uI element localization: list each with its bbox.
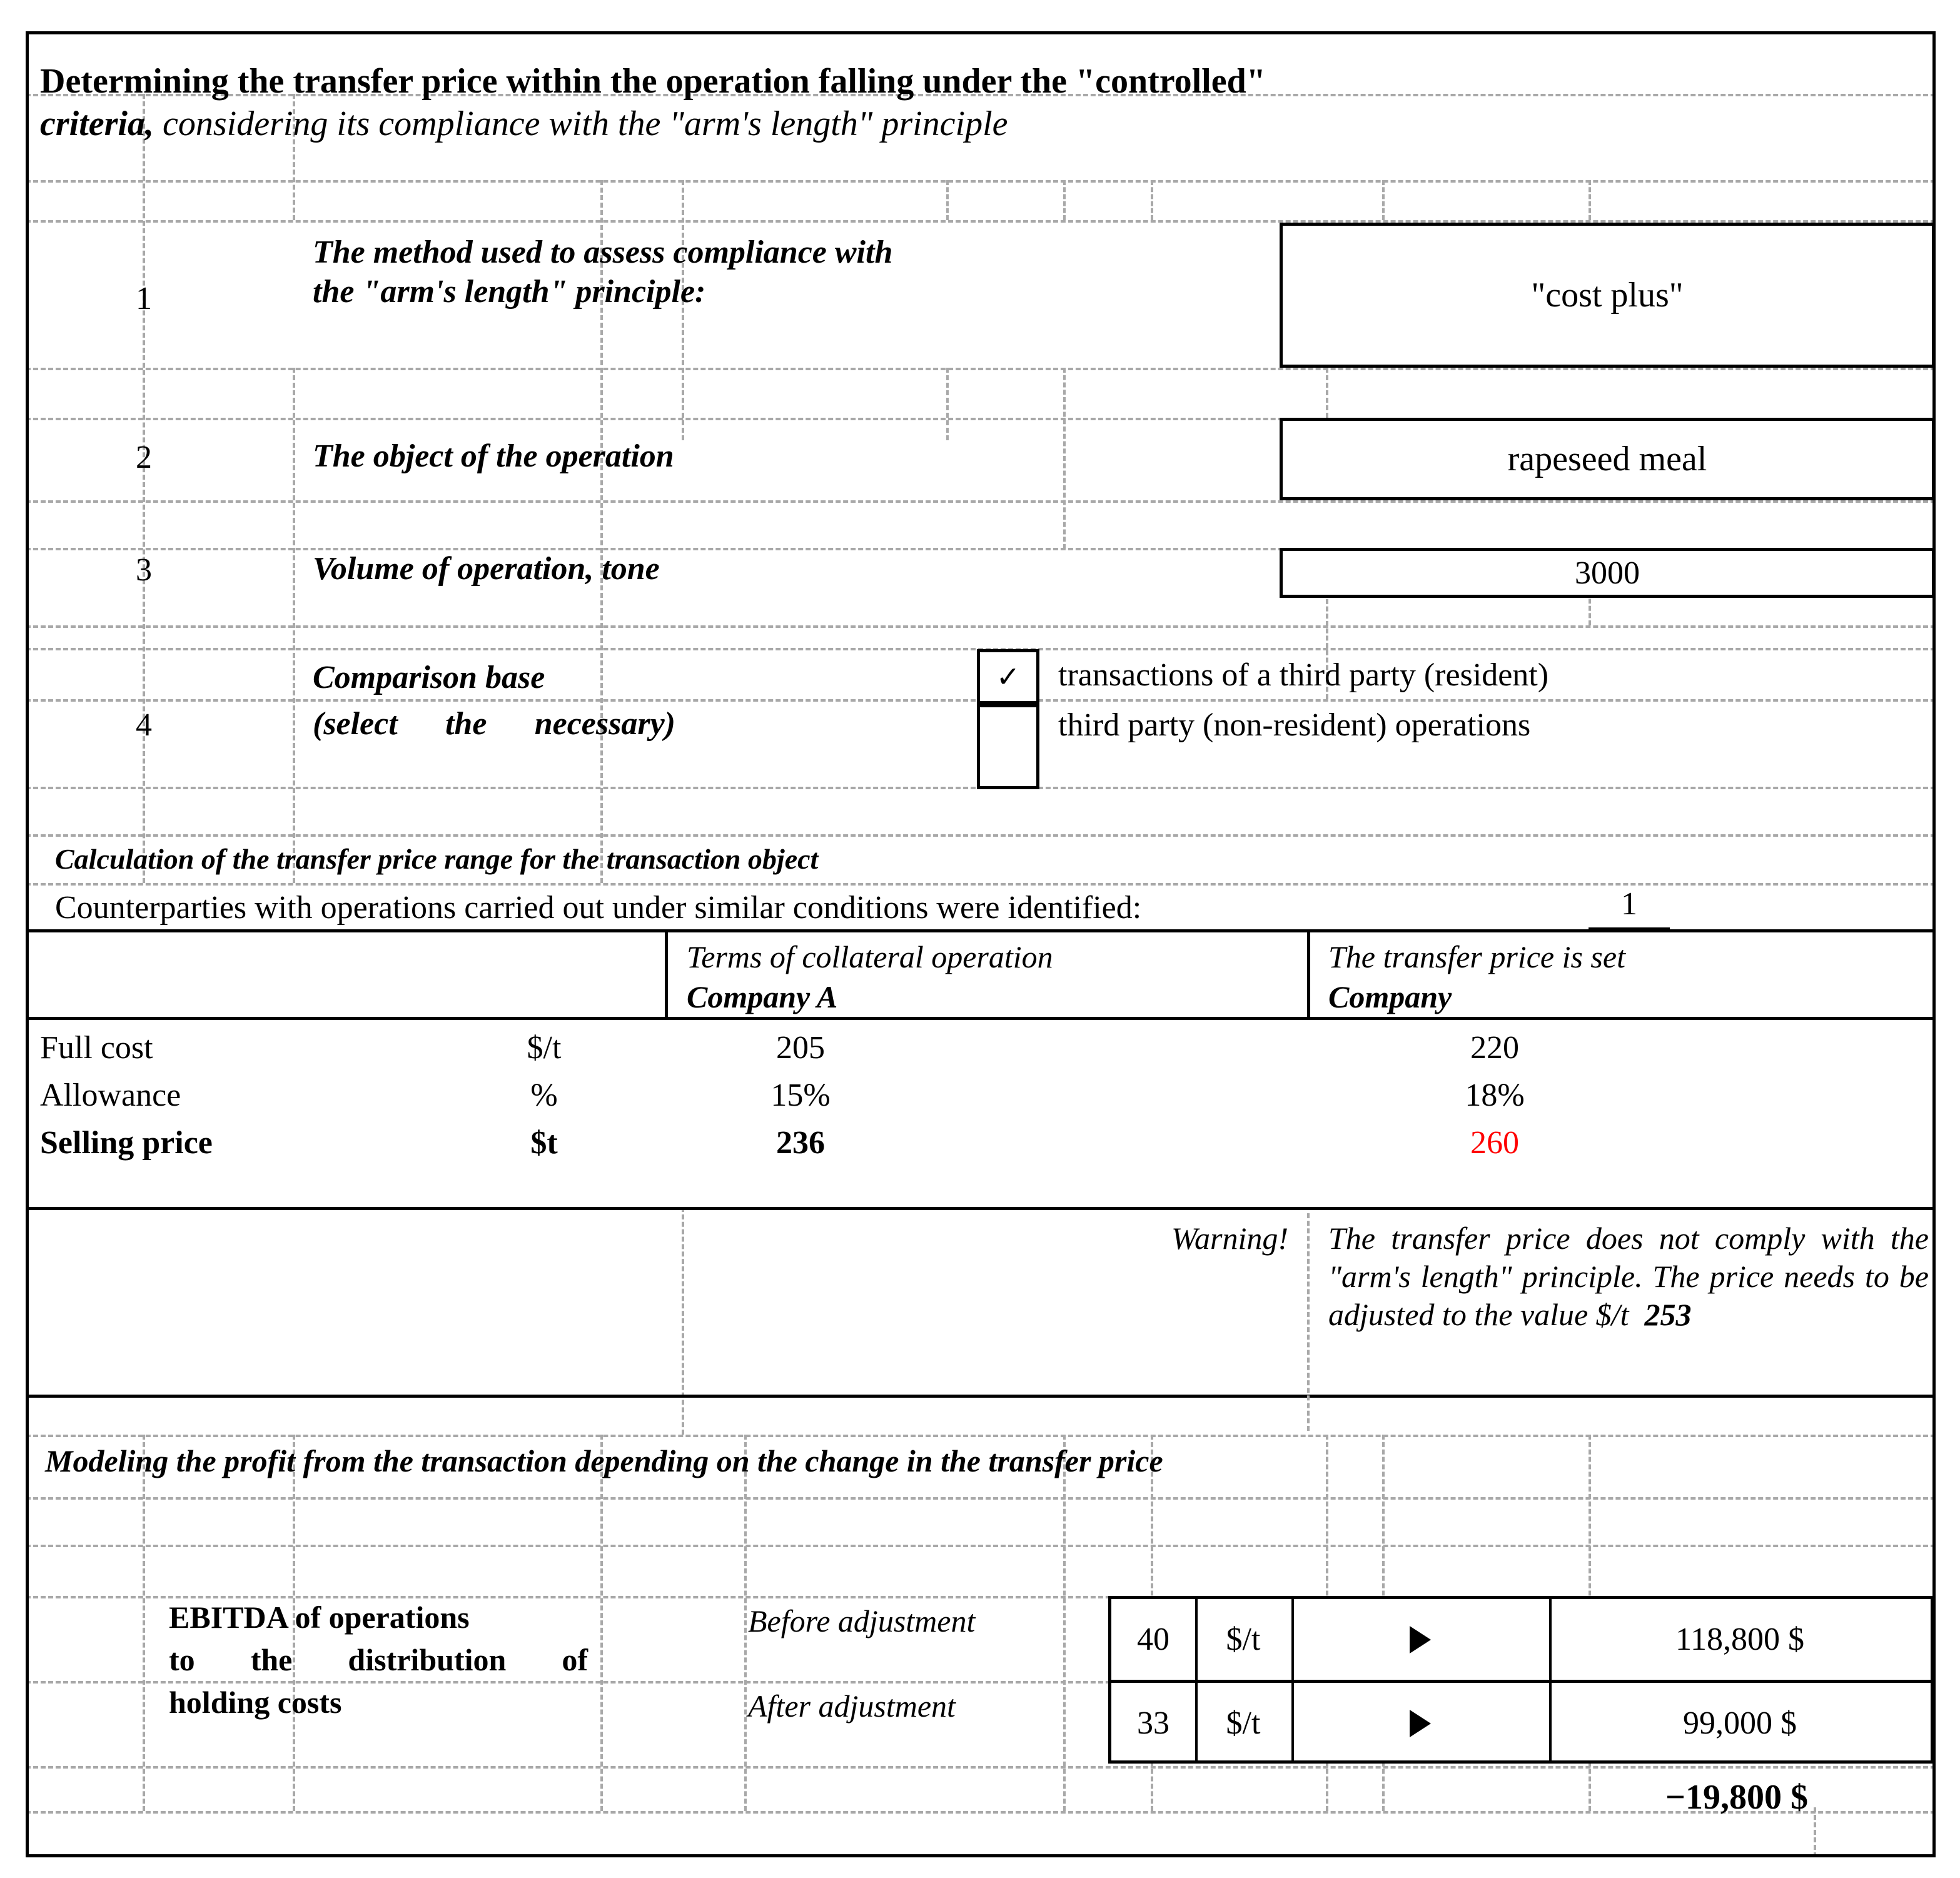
warning-message: The transfer price does not comply with the "arm's length" principle. The price needs to be adjusted to the value $/t — [1328, 1221, 1929, 1332]
col-a-header-line2: Company A — [687, 979, 838, 1014]
table-row-1-company-b: 18% — [1465, 1078, 1525, 1113]
table-divider-left — [665, 929, 668, 1017]
ebitda-label-line3: holding costs — [169, 1685, 342, 1720]
criteria-row-label-4-line2: (select the necessary) — [313, 706, 675, 742]
criteria-row-number-4: 4 — [136, 707, 152, 743]
checkbox-option-2-label[interactable]: third party (non-resident) operations — [1058, 707, 1531, 743]
warning-text — [1328, 1219, 1929, 1334]
criteria-row-number-1: 1 — [136, 281, 152, 316]
title-line2-italic: considering its compliance with the "arm's length" principle — [153, 104, 1008, 144]
ebitda-label-line2: to the distribution of — [169, 1642, 588, 1677]
table-rule-warning-bottom — [26, 1395, 1936, 1398]
table-rule-top — [26, 929, 1936, 932]
ebitda-row-1-per-tonne: 33 — [1137, 1705, 1169, 1741]
check-icon: ✓ — [996, 661, 1021, 693]
warning-adjusted-value: 253 — [1644, 1297, 1692, 1332]
warning-label: Warning! — [1171, 1221, 1288, 1256]
volume-value: 3000 — [1575, 555, 1640, 591]
ebitda-label-line1: EBITDA of operations — [169, 1600, 470, 1635]
table-row-0-unit: $/t — [527, 1030, 562, 1066]
checkbox-option-2[interactable] — [977, 704, 1039, 789]
criteria-row-label-1: The method used to assess compliance with the "arm's length" principle: — [313, 235, 893, 310]
table-row-1-name: Allowance — [40, 1078, 181, 1113]
col-b-header-line1: The transfer price is set — [1328, 939, 1625, 974]
modeling-row-0-stage: Before adjustment — [748, 1603, 976, 1638]
counterparties-text: Counterparties with operations carried out under similar conditions were identified: — [55, 890, 1142, 926]
table-rule-body-bottom — [26, 1207, 1936, 1210]
ebitda-row-1-unit: $/t — [1226, 1705, 1261, 1741]
table-row-2-company-b: 260 — [1470, 1125, 1519, 1161]
volume-value-box[interactable] — [1280, 548, 1935, 598]
object-value: rapeseed meal — [1507, 440, 1707, 478]
ebitda-difference: −19,800 $ — [1665, 1778, 1808, 1817]
table-row-2-name: Selling price — [40, 1125, 213, 1161]
method-value: "cost plus" — [1531, 276, 1684, 315]
checkbox-option-1[interactable] — [977, 649, 1039, 704]
table-divider-right — [1307, 929, 1310, 1017]
triangle-right-icon — [1291, 1599, 1549, 1680]
table-row-2-company-a: 236 — [776, 1125, 825, 1161]
grid-line-v — [1307, 1213, 1310, 1431]
col-b-header-line2: Company — [1328, 979, 1452, 1014]
page-title — [40, 60, 1291, 146]
ebitda-row-0-per-tonne: 40 — [1137, 1622, 1169, 1657]
table-row-1-unit: % — [530, 1078, 558, 1113]
ebitda-table — [1108, 1596, 1934, 1764]
col-a-header-line1: Terms of collateral operation — [687, 939, 1053, 974]
ebitda-row-1-total: 99,000 $ — [1683, 1705, 1797, 1741]
table-row-0-company-b: 220 — [1470, 1030, 1519, 1066]
table-row-2-unit: $t — [530, 1125, 558, 1161]
modeling-section-title: Modeling the profit from the transaction depending on the change in the transfer price — [45, 1443, 1163, 1478]
object-value-box[interactable] — [1280, 418, 1935, 500]
modeling-row-1-stage: After adjustment — [748, 1689, 956, 1724]
calculation-section-title: Calculation of the transfer price range for the transaction object — [55, 843, 819, 875]
ebitda-row-0-unit: $/t — [1226, 1622, 1261, 1657]
table-row-0-name: Full cost — [40, 1030, 153, 1066]
table-row-0-company-a: 205 — [776, 1030, 825, 1066]
criteria-row-number-3: 3 — [136, 552, 152, 588]
triangle-right-icon — [1291, 1683, 1549, 1764]
criteria-row-label-3: Volume of operation, tone — [313, 551, 660, 587]
table-rule-header-bottom — [26, 1017, 1936, 1020]
table-row-1-company-a: 15% — [770, 1078, 831, 1113]
title-line2-bold: criteria, — [40, 104, 154, 144]
checkbox-option-1-label[interactable]: transactions of a third party (resident) — [1058, 657, 1549, 693]
counterparties-count[interactable]: 1 — [1589, 884, 1670, 932]
criteria-row-number-2: 2 — [136, 440, 152, 475]
method-value-box[interactable] — [1280, 223, 1935, 368]
criteria-row-label-2: The object of the operation — [313, 438, 674, 474]
title-line1: Determining the transfer price within the operation falling under the "controlled" — [40, 62, 1266, 101]
criteria-row-label-4-line1: Comparison base — [313, 660, 545, 695]
ebitda-row-0-total: 118,800 $ — [1675, 1622, 1805, 1657]
